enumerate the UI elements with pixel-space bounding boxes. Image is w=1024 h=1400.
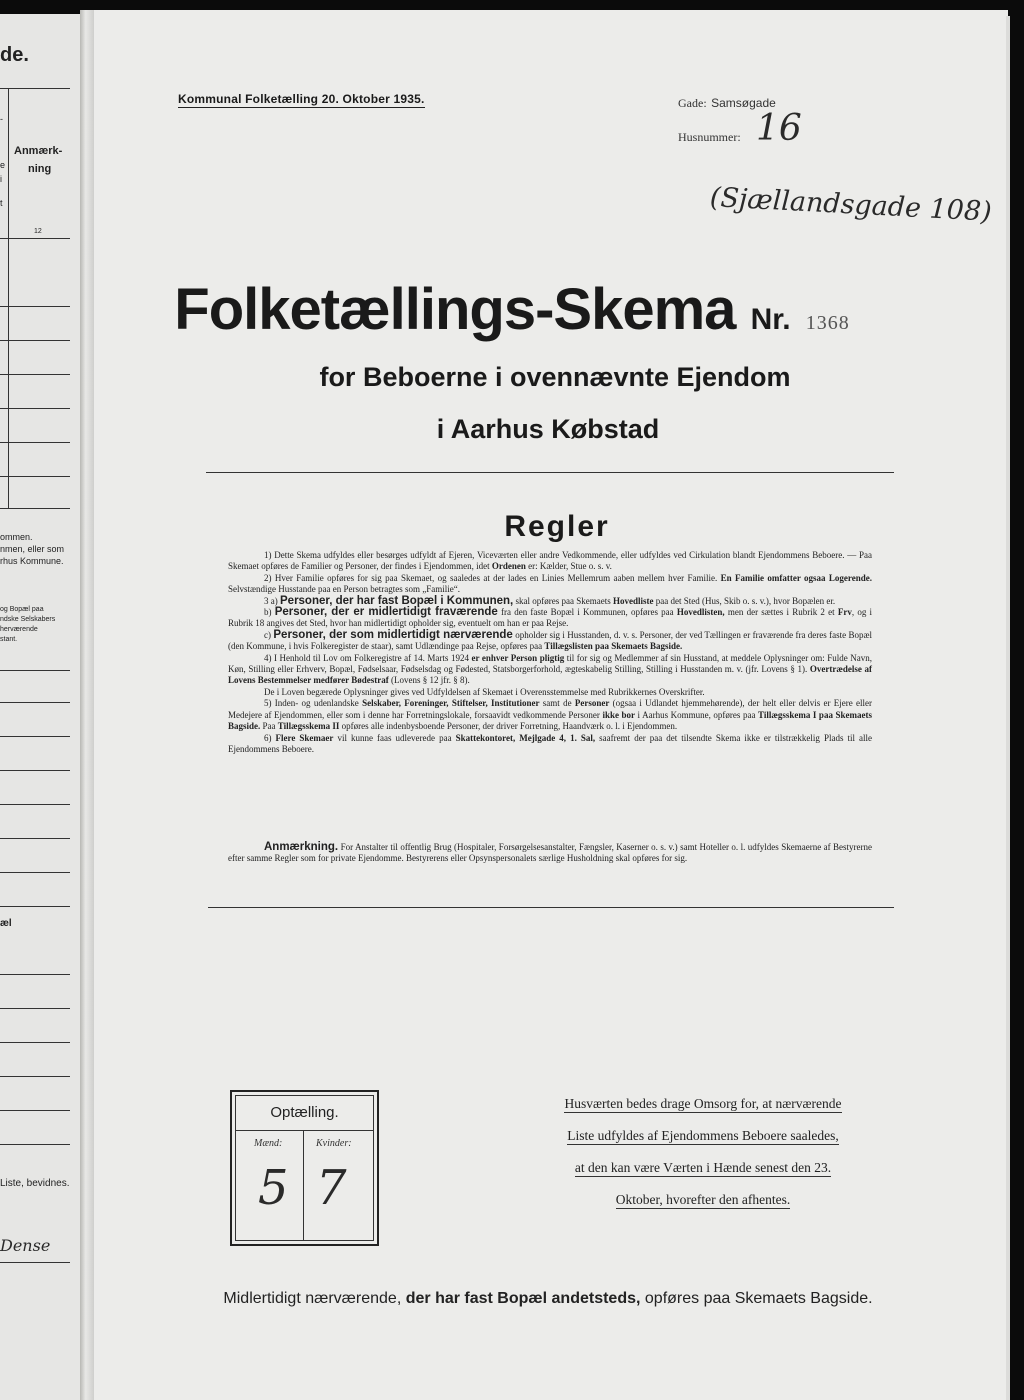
left-col-fragment: i — [0, 174, 2, 184]
left-note: herværende — [0, 626, 38, 633]
count-box — [230, 1090, 379, 1246]
left-note: stant. — [0, 636, 18, 643]
rule-6: 6) Flere Skemaer vil kunne faas udleverede paa Skattekontoret, Mejlgade 4, 1. Sal, saafremt der paa det tilsendte Skema ikke er tilstrækkelig Plads til alle Ejendommens Beboere. — [228, 732, 873, 754]
notice-line: Oktober, hvorefter den afhentes. — [615, 1192, 791, 1207]
left-rule — [0, 88, 70, 89]
street-value: Samsøgade — [711, 96, 776, 110]
census-header-line: Kommunal Folketælling 20. Oktober 1935. — [178, 92, 425, 106]
rule-2: 2) Hver Familie opføres for sig paa Skemaet, og saaledes at der lades en Linies Mellemrum aaben mellem hver Familie. En Familie omfatter ogsaa Logerende. Selvstændige Husstande paa en Person betragtes som „Familie“. — [228, 572, 872, 595]
left-note: ndske Selskabers — [0, 616, 56, 623]
form-title — [0, 276, 1024, 343]
rule-5: 5) Inden- og udenlandske Selskaber, Foreninger, Stiftelser, Institutioner samt de Personer (ogsaa i Udlandet hjemmehørende), der helt eller delvis er Ejere eller Medejere af Ejendommen, eller som i denne har Forretningslokale, forsaavidt vedkommende Personer ikke bor i Aarhus Kommune, opføres paa Tillægsskema I paa Skemaets Bagside. Paa Tillægsskema II opføres alle indenbysboende Personer, der driver Forretning, Haandværk o. l. i Ejendommen. — [228, 698, 873, 732]
left-anmaerkning-header: ning — [28, 163, 52, 175]
count-divider — [236, 1130, 373, 1131]
house-number-field — [678, 128, 741, 146]
left-heading-fragment: de. — [0, 44, 29, 66]
rules-text — [228, 550, 872, 755]
left-note: nmen, eller som — [0, 544, 65, 554]
page-edge — [1006, 16, 1010, 1400]
left-note: ommen. — [0, 532, 33, 542]
footer-note: Midlertidigt nærværende, der har fast Bopæl andetsteds, opføres paa Skemaets Bagside. — [223, 1290, 873, 1307]
count-title: Optælling. — [270, 1104, 339, 1121]
street-label: Gade: — [678, 96, 707, 110]
notice-line: Husværten bedes drage Omsorg for, at nærværende — [564, 1096, 842, 1111]
women-label: Kvinder: — [316, 1138, 352, 1149]
left-col-fragment: t — [0, 198, 3, 208]
men-count: 5 — [258, 1160, 289, 1216]
rule-1: 1) Dette Skema udfyldes eller besørges udfyldt af Ejeren, Viceværten eller andre Vedkommende, eller udfyldes ved Cirkulation blandt Ejendommens Beboere. — Paa Skemaet opføres de Familier og Personer, der findes i Ejendommen, idet Ordenen er: Kælder, Stue o. s. v. — [228, 550, 872, 572]
house-number-value: 16 — [756, 108, 802, 149]
left-list-line: Liste, bevidnes. — [0, 1178, 70, 1189]
rule-3c: c) Personer, der som midlertidigt nærværende opholder sig i Husstanden, d. v. s. Personer, der ved Tællingen er fraværende fra deres faste Bopæl (den Kommune, i hvis Folkeregister de staar), samt Udlændinge paa Rejse, opføres paa Tillægslisten paa Skemaets Bagside. — [228, 628, 873, 652]
notice-line: at den kan være Værten i Hænde senest den 23. — [574, 1160, 832, 1175]
form-title-main: Folketællings-Skema — [174, 277, 736, 342]
form-subtitle: for Beboerne i ovennævnte Ejendom — [319, 362, 791, 392]
form-number-value: 1368 — [805, 312, 850, 334]
count-box-inner — [235, 1095, 374, 1241]
remark-paragraph — [228, 842, 872, 865]
rule-3a: 3 a) Personer, der har fast Bopæl i Kommunen, skal opføres paa Skemaets Hovedliste paa det Sted (Hus, Skib o. s. v.), hvor Bopælen er. — [264, 594, 836, 607]
left-anmaerkning-header: Anmærk- — [14, 145, 63, 157]
form-subtitle-city: i Aarhus Købstad — [436, 414, 660, 444]
divider-bottom — [208, 907, 894, 908]
handwritten-address-note: (Sjællandsgade 108) — [709, 182, 993, 228]
left-column-number: 12 — [34, 228, 42, 235]
rule-4b: De i Loven begærede Oplysninger gives ved Udfyldelsen af Skemaet i Overensstemmelse med Rubrikkernes Overskrifter. — [264, 686, 705, 697]
left-col-fragment: e — [0, 160, 6, 170]
left-note: rhus Kommune. — [0, 556, 64, 566]
notice-line: Liste udfyldes af Ejendommens Beboere saaledes, — [567, 1128, 839, 1143]
divider-top — [206, 472, 894, 473]
left-fragment: æl — [0, 918, 12, 929]
left-note: og Bopæl paa — [0, 606, 44, 613]
left-signature: Dense — [0, 1236, 51, 1255]
form-number-label: Nr. — [750, 303, 791, 336]
count-column-divider — [303, 1130, 304, 1240]
remark-label: Anmærkning. — [264, 841, 339, 853]
landlord-notice — [536, 1096, 870, 1224]
rules-heading: Regler — [504, 510, 610, 543]
rule-4: 4) I Henhold til Lov om Folkeregistre af 14. Marts 1924 er enhver Person pligtig til for sig og Medlemmer af sin Husstand, at meddele Oplysninger om: Fulde Navn, Køn, Stilling eller Erhverv, Bopæl, Fødselsaar, Fødselsdag og Fødested, Statsborgerforhold, ægteskabelig Stilling, Stilling i Husstanden m. v. (jfr. Lovens § 1). Overtrædelse af Lovens Bestemmelser medfører Bødestraf (Lovens § 12 jfr. § 8). — [228, 652, 873, 686]
book-gutter — [80, 10, 94, 1400]
rule-3b: b) Personer, der er midlertidigt fraværende fra den faste Bopæl i Kommunen, opføres paa Hovedlisten, men der sættes i Rubrik 2 et Frv, og i Rubrik 18 angives det Sted, hvor han midlertidigt opholder sig, eventuelt om han er paa Rejse. — [228, 606, 873, 629]
left-col-fragment: - — [0, 114, 3, 124]
remark-text: For Anstalter til offentlig Brug (Hospitaler, Forsørgelsesanstalter, Fængsler, Kaserner o. s. v.) samt Hoteller o. l. udfyldes Skemaerne af Bestyrerne efter samme Regler som for private Ejendomme. Bestyrerens eller Opsynspersonalets særlige Husholdning skal opføres for sig. — [228, 842, 873, 864]
left-page-fragment — [0, 14, 80, 1400]
women-count: 7 — [316, 1160, 347, 1216]
men-label: Mænd: — [254, 1138, 283, 1149]
house-number-label: Husnummer: — [678, 130, 741, 144]
